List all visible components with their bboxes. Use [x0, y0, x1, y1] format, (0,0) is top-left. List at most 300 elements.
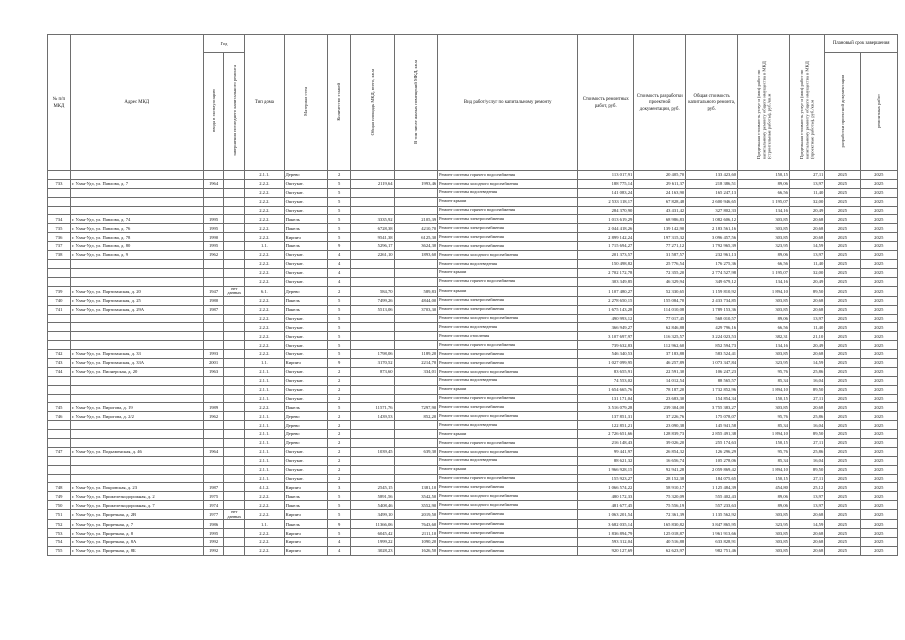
cell-year-built: 1974 [203, 501, 224, 510]
cell-house-type: 2.2.2. [245, 197, 284, 206]
cell-unit-cost: 303,85 [738, 403, 790, 412]
cell-material: Оштукат. [284, 259, 328, 268]
cell-repair-cost: 141 083,24 [578, 188, 634, 197]
cell-house-type: 2.1.1. [245, 474, 284, 483]
cell-num: 750 [48, 501, 71, 510]
cell-material: Оштукат. [284, 332, 328, 341]
cell-unit-cost-design: 20,68 [789, 350, 824, 359]
cell-deadline-design: 2025 [825, 233, 860, 242]
cell-year-built [203, 197, 224, 206]
cell-year-repair [224, 474, 245, 483]
cell-year-repair [224, 439, 245, 448]
cell-floors: 4 [328, 251, 351, 260]
cell-floors: 5 [328, 501, 351, 510]
cell-total-cost: 2 433 734,85 [686, 296, 738, 305]
cell-year-repair [224, 242, 245, 251]
cell-year-built [203, 465, 224, 474]
cell-work-type: Ремонт системы электроснабжения [438, 529, 578, 538]
cell-premises-area: 2111,10 [394, 529, 438, 538]
cell-deadline-design: 2025 [825, 403, 860, 412]
cell-total-cost: 555 402,43 [686, 492, 738, 501]
cell-total-area [351, 474, 395, 483]
cell-unit-cost: 85,34 [738, 456, 790, 465]
cell-unit-cost-design: 13,97 [789, 179, 824, 188]
cell-design-cost: 67 828,48 [634, 197, 686, 206]
cell-address [70, 439, 203, 448]
cell-unit-cost: 303,85 [738, 215, 790, 224]
cell-address [70, 268, 203, 277]
cell-deadline-design: 2025 [825, 277, 860, 286]
cell-unit-cost-design: 13,97 [789, 492, 824, 501]
cell-repair-cost: 2 726 651,66 [578, 430, 634, 439]
header-premises-area: В том числе жилых помещений МКД, кв.м [394, 35, 438, 171]
cell-year-built [203, 277, 224, 286]
cell-unit-cost-design: 25,86 [789, 447, 824, 456]
cell-unit-cost-design: 20,49 [789, 341, 824, 350]
cell-house-type: 2.2.2. [245, 501, 284, 510]
cell-work-type: Ремонт системы электроснабжения [438, 224, 578, 233]
table-row [48, 465, 898, 474]
cell-num [48, 456, 71, 465]
cell-num: 744 [48, 367, 71, 376]
cell-material: Панель [284, 215, 328, 224]
cell-deadline-design: 2025 [825, 367, 860, 376]
cell-unit-cost-design: 89,50 [789, 385, 824, 394]
cell-year-repair [224, 492, 245, 501]
cell-deadline-repair: 2025 [860, 394, 897, 403]
cell-house-type: 2.2.2. [245, 538, 284, 547]
cell-work-type: Ремонт системы водоотведения [438, 323, 578, 332]
header-house-type: Тип дома [245, 35, 284, 171]
cell-unit-cost: 89,06 [738, 179, 790, 188]
cell-work-type: Ремонт системы горячего водоснабжения [438, 206, 578, 215]
cell-design-cost: 75 556,19 [634, 501, 686, 510]
table-row [48, 224, 898, 233]
cell-total-area: 2261,10 [351, 251, 395, 260]
cell-material: Оштукат. [284, 385, 328, 394]
cell-material: Оштукат. [284, 197, 328, 206]
cell-material: Панель [284, 242, 328, 251]
cell-total-cost: 1 792 965,39 [686, 242, 738, 251]
cell-premises-area [394, 332, 438, 341]
cell-unit-cost: 1 894,10 [738, 286, 790, 296]
cell-unit-cost: 134,16 [738, 277, 790, 286]
cell-house-type: 2.2.2. [245, 332, 284, 341]
cell-design-cost: 72 355,20 [634, 268, 686, 277]
cell-num: 748 [48, 483, 71, 492]
cell-total-area: 9541,38 [351, 233, 395, 242]
cell-num: 737 [48, 242, 71, 251]
table-row [48, 394, 898, 403]
cell-floors: 5 [328, 403, 351, 412]
cell-year-repair [224, 403, 245, 412]
cell-num: 749 [48, 492, 71, 501]
cell-address: г. Улан-Удэ, ул. Партизанская, д. 33 [70, 350, 203, 359]
cell-deadline-design: 2025 [825, 242, 860, 251]
cell-deadline-repair: 2025 [860, 538, 897, 547]
cell-num [48, 376, 71, 385]
cell-total-cost: 2 774 527,98 [686, 268, 738, 277]
table-row [48, 259, 898, 268]
cell-deadline-design: 2025 [825, 171, 860, 180]
cell-house-type: 2.1.1. [245, 171, 284, 180]
cell-premises-area: 4210,70 [394, 224, 438, 233]
cell-year-built [203, 323, 224, 332]
cell-floors: 2 [328, 171, 351, 180]
cell-premises-area: 3703,30 [394, 305, 438, 314]
cell-year-built: 1992 [203, 538, 224, 547]
cell-floors: 2 [328, 447, 351, 456]
table-row [48, 251, 898, 260]
cell-total-cost: 982 751,46 [686, 547, 738, 556]
cell-address [70, 341, 203, 350]
cell-material: Оштукат. [284, 367, 328, 376]
cell-premises-area: 7297,90 [394, 403, 438, 412]
cell-house-type: 2.2.2. [245, 323, 284, 332]
cell-year-built [203, 430, 224, 439]
cell-deadline-design: 2025 [825, 376, 860, 385]
cell-floors: 2 [328, 412, 351, 421]
cell-num [48, 332, 71, 341]
cell-address: г. Улан-Удэ, ул. Павлова, д. 80 [70, 242, 203, 251]
cell-design-cost: 22 591,30 [634, 367, 686, 376]
header-repair-cost: Стоимость ремонтных работ, руб. [578, 35, 634, 171]
cell-house-type: 2.2.2. [245, 492, 284, 501]
cell-total-area [351, 197, 395, 206]
table-row [48, 439, 898, 448]
cell-repair-cost: 150 498,82 [578, 259, 634, 268]
cell-premises-area [394, 341, 438, 350]
cell-premises-area [394, 430, 438, 439]
cell-year-repair [224, 224, 245, 233]
table-row [48, 171, 898, 180]
cell-total-area: 6045,42 [351, 529, 395, 538]
cell-design-cost: 39 026,20 [634, 439, 686, 448]
cell-num [48, 430, 71, 439]
cell-design-cost: 58 910,17 [634, 483, 686, 492]
cell-deadline-repair: 2025 [860, 547, 897, 556]
cell-total-cost: 1 159 810,92 [686, 286, 738, 296]
cell-deadline-repair: 2025 [860, 215, 897, 224]
cell-unit-cost: 95,76 [738, 412, 790, 421]
cell-house-type: 2.2.2. [245, 305, 284, 314]
cell-unit-cost: 303,85 [738, 538, 790, 547]
cell-floors: 5 [328, 215, 351, 224]
cell-total-area: 5891,56 [351, 492, 395, 501]
cell-unit-cost-design: 27,11 [789, 474, 824, 483]
cell-premises-area [394, 206, 438, 215]
cell-deadline-repair: 2025 [860, 520, 897, 529]
cell-premises-area [394, 385, 438, 394]
cell-year-built: 1980 [203, 296, 224, 305]
cell-deadline-repair: 2025 [860, 179, 897, 188]
cell-work-type: Ремонт системы электроснабжения [438, 483, 578, 492]
cell-year-built [203, 341, 224, 350]
cell-unit-cost-design: 11,40 [789, 188, 824, 197]
cell-deadline-repair: 2025 [860, 376, 897, 385]
cell-unit-cost: 150,15 [738, 394, 790, 403]
repair-plan-table [47, 34, 898, 556]
cell-year-built: 1962 [203, 251, 224, 260]
cell-total-cost: 218 386,51 [686, 179, 738, 188]
cell-address [70, 197, 203, 206]
table-row [48, 197, 898, 206]
cell-total-cost: 583 524,41 [686, 350, 738, 359]
cell-address [70, 206, 203, 215]
cell-house-type: 1.1. [245, 520, 284, 529]
cell-year-repair [224, 350, 245, 359]
cell-num [48, 197, 71, 206]
cell-unit-cost-design: 89,50 [789, 465, 824, 474]
cell-deadline-design: 2025 [825, 412, 860, 421]
cell-deadline-repair: 2025 [860, 305, 897, 314]
cell-material: Оштукат. [284, 251, 328, 260]
cell-work-type: Ремонт крыши [438, 385, 578, 394]
cell-year-built: 1990 [203, 233, 224, 242]
cell-deadline-repair: 2025 [860, 483, 897, 492]
cell-address: г. Улан-Удэ, ул. Партизанская, д. 25 [70, 296, 203, 305]
cell-premises-area: 639,30 [394, 447, 438, 456]
cell-year-repair [224, 305, 245, 314]
cell-floors: 5 [328, 206, 351, 215]
cell-total-cost: 1 789 153,36 [686, 305, 738, 314]
cell-deadline-design: 2025 [825, 492, 860, 501]
cell-material: Панель [284, 501, 328, 510]
cell-work-type: Ремонт системы электроснабжения [438, 538, 578, 547]
table-row [48, 268, 898, 277]
cell-design-cost: 14 012,54 [634, 376, 686, 385]
cell-repair-cost: 3 107 697,97 [578, 332, 634, 341]
cell-total-cost: 1 073 347,84 [686, 359, 738, 368]
cell-year-repair [224, 456, 245, 465]
cell-total-cost: 2 600 946,65 [686, 197, 738, 206]
cell-design-cost: 40 516,88 [634, 538, 686, 547]
cell-unit-cost: 303,85 [738, 224, 790, 233]
cell-floors: 5 [328, 341, 351, 350]
cell-total-area: 1999,22 [351, 538, 395, 547]
cell-design-cost: 62 623,97 [634, 547, 686, 556]
cell-year-built [203, 376, 224, 385]
cell-year-repair [224, 314, 245, 323]
cell-unit-cost: 323,95 [738, 520, 790, 529]
cell-unit-cost-design: 11,40 [789, 323, 824, 332]
cell-num: 735 [48, 224, 71, 233]
table-row [48, 179, 898, 188]
cell-work-type: Ремонт системы холодного водоснабжения [438, 412, 578, 421]
cell-unit-cost-design: 20,68 [789, 403, 824, 412]
table-row [48, 385, 898, 394]
cell-num: 738 [48, 251, 71, 260]
cell-year-repair [224, 323, 245, 332]
cell-year-built [203, 394, 224, 403]
cell-year-built [203, 259, 224, 268]
cell-deadline-repair: 2025 [860, 421, 897, 430]
cell-repair-cost: 188 775,14 [578, 179, 634, 188]
cell-total-cost: 1 135 562,92 [686, 510, 738, 520]
cell-work-type: Ремонт системы холодного водоснабжения [438, 447, 578, 456]
cell-deadline-repair: 2025 [860, 501, 897, 510]
cell-premises-area: 1626,50 [394, 547, 438, 556]
cell-house-type: 2.2.2. [245, 268, 284, 277]
cell-work-type: Ремонт системы холодного водоснабжения [438, 501, 578, 510]
cell-repair-cost: 593 312,04 [578, 538, 634, 547]
cell-address: г. Улан-Удэ, ул. Павлова, д. 9 [70, 251, 203, 260]
cell-year-built [203, 385, 224, 394]
cell-year-built [203, 474, 224, 483]
cell-repair-cost: 2 278 650,15 [578, 296, 634, 305]
cell-total-cost: 154 854,34 [686, 394, 738, 403]
cell-design-cost: 29 611,37 [634, 179, 686, 188]
cell-unit-cost: 1 195,07 [738, 197, 790, 206]
cell-house-type: 2.1.1. [245, 456, 284, 465]
cell-floors: 5 [328, 197, 351, 206]
cell-total-cost: 568 010,57 [686, 314, 738, 323]
table-row [48, 359, 898, 368]
cell-floors: 5 [328, 510, 351, 520]
cell-address: г. Улан-Удэ, ул. Павлова, д. 78 [70, 233, 203, 242]
cell-total-area [351, 206, 395, 215]
cell-material: Оштукат. [284, 268, 328, 277]
cell-year-built [203, 206, 224, 215]
cell-deadline-repair: 2025 [860, 268, 897, 277]
cell-work-type: Ремонт системы электроснабжения [438, 296, 578, 305]
cell-unit-cost-design: 21,10 [789, 332, 824, 341]
cell-material: Оштукат. [284, 188, 328, 197]
cell-deadline-repair: 2025 [860, 474, 897, 483]
cell-deadline-repair: 2025 [860, 367, 897, 376]
cell-floors: 5 [328, 350, 351, 359]
cell-work-type: Ремонт системы электроснабжения [438, 403, 578, 412]
cell-deadline-repair: 2025 [860, 529, 897, 538]
table-row [48, 323, 898, 332]
cell-house-type: 2.2.2. [245, 233, 284, 242]
cell-total-area [351, 323, 395, 332]
cell-year-repair [224, 520, 245, 529]
table-row [48, 520, 898, 529]
cell-design-cost: 155 084,70 [634, 296, 686, 305]
cell-year-repair [224, 197, 245, 206]
cell-work-type: Ремонт системы горячего водоснабжения [438, 341, 578, 350]
cell-house-type: 2.2.2. [245, 251, 284, 260]
cell-work-type: Ремонт системы водоотведения [438, 456, 578, 465]
cell-year-repair: нет данных [224, 510, 245, 520]
cell-work-type: Ремонт системы холодного водоснабжения [438, 179, 578, 188]
cell-house-type: 2.1.1. [245, 412, 284, 421]
cell-unit-cost-design: 32,00 [789, 268, 824, 277]
cell-num [48, 277, 71, 286]
cell-year-built [203, 439, 224, 448]
cell-material: Панель [284, 520, 328, 529]
cell-material: Дерево [284, 421, 328, 430]
cell-address [70, 465, 203, 474]
cell-premises-area: 3552,90 [394, 501, 438, 510]
cell-total-area: 1039,45 [351, 447, 395, 456]
cell-year-repair [224, 421, 245, 430]
cell-unit-cost: 95,76 [738, 447, 790, 456]
cell-material: Кирпич [284, 483, 328, 492]
cell-year-built [203, 171, 224, 180]
cell-house-type: 6.1. [245, 286, 284, 296]
cell-deadline-design: 2025 [825, 188, 860, 197]
cell-material: Кирпич [284, 538, 328, 547]
cell-material: Кирпич [284, 529, 328, 538]
cell-year-built [203, 188, 224, 197]
cell-house-type: 2.2.2. [245, 529, 284, 538]
cell-house-type: 2.1.1. [245, 376, 284, 385]
cell-address [70, 394, 203, 403]
cell-num: 751 [48, 510, 71, 520]
cell-work-type: Ремонт крыши [438, 286, 578, 296]
cell-year-repair [224, 277, 245, 286]
cell-design-cost: 52 330,65 [634, 286, 686, 296]
cell-deadline-design: 2025 [825, 224, 860, 233]
cell-address [70, 188, 203, 197]
cell-total-area [351, 332, 395, 341]
cell-unit-cost-design: 20,68 [789, 296, 824, 305]
table-row [48, 501, 898, 510]
cell-work-type: Ремонт системы электроснабжения [438, 233, 578, 242]
cell-unit-cost-design: 20,68 [789, 215, 824, 224]
cell-house-type: 2.2.2. [245, 215, 284, 224]
cell-deadline-repair: 2025 [860, 332, 897, 341]
cell-year-built: 1947 [203, 286, 224, 296]
cell-deadline-repair: 2025 [860, 492, 897, 501]
cell-unit-cost-design: 25,86 [789, 367, 824, 376]
table-row [48, 547, 898, 556]
cell-unit-cost-design: 32,00 [789, 197, 824, 206]
cell-unit-cost: 454,80 [738, 483, 790, 492]
cell-work-type: Ремонт системы электроснабжения [438, 520, 578, 529]
cell-repair-cost: 303 349,85 [578, 277, 634, 286]
cell-unit-cost-design: 13,97 [789, 501, 824, 510]
table-row [48, 474, 898, 483]
cell-deadline-repair: 2025 [860, 456, 897, 465]
cell-unit-cost: 323,95 [738, 359, 790, 368]
cell-house-type: 2.1.1. [245, 447, 284, 456]
cell-floors: 2 [328, 465, 351, 474]
cell-design-cost: 37 226,76 [634, 412, 686, 421]
cell-address [70, 474, 203, 483]
cell-address: г. Улан-Удэ, ул. Прижелезнодорожная, д. 2 [70, 492, 203, 501]
cell-work-type: Ремонт системы электроснабжения [438, 215, 578, 224]
cell-premises-area [394, 376, 438, 385]
cell-material: Панель [284, 492, 328, 501]
cell-total-cost: 3 755 383,27 [686, 403, 738, 412]
cell-premises-area: 334,01 [394, 367, 438, 376]
cell-unit-cost: 303,85 [738, 350, 790, 359]
cell-year-repair [224, 447, 245, 456]
cell-num: 741 [48, 305, 71, 314]
cell-unit-cost-design: 11,40 [789, 259, 824, 268]
cell-total-cost: 126 296,29 [686, 447, 738, 456]
cell-address [70, 430, 203, 439]
cell-premises-area: 6125,30 [394, 233, 438, 242]
cell-floors: 5 [328, 529, 351, 538]
table-row [48, 492, 898, 501]
cell-unit-cost: 150,15 [738, 439, 790, 448]
cell-year-built [203, 421, 224, 430]
cell-house-type: 2.1.1. [245, 421, 284, 430]
cell-num: 739 [48, 286, 71, 296]
cell-year-built: 1987 [203, 305, 224, 314]
cell-deadline-repair: 2025 [860, 233, 897, 242]
cell-design-cost: 31 587,57 [634, 251, 686, 260]
cell-unit-cost-design: 14,59 [789, 359, 824, 368]
cell-material: Дерево [284, 412, 328, 421]
cell-total-cost: 429 796,16 [686, 323, 738, 332]
cell-total-area: 3028,23 [351, 547, 395, 556]
cell-design-cost: 23 683,30 [634, 394, 686, 403]
